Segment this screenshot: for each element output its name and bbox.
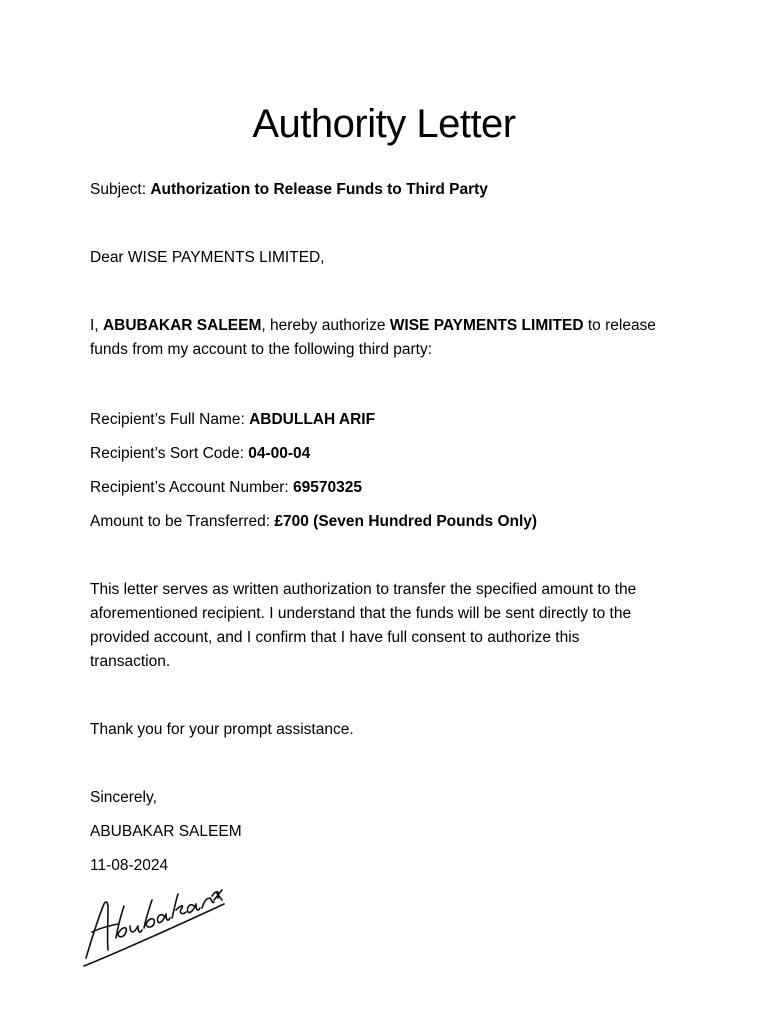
handwritten-signature: [78, 868, 238, 978]
authorizer-name: ABUBAKAR SALEEM: [102, 317, 262, 334]
subject-label: Subject:: [90, 181, 147, 198]
sort-code-value: 04-00-04: [248, 445, 311, 462]
account-number-row: [90, 476, 362, 500]
intro-part-3: to release: [587, 317, 656, 334]
body-line-1: This letter serves as written authorization to transfer the specified amount to the: [90, 581, 637, 598]
intro-part-2: , hereby authorize: [261, 317, 386, 334]
letter-title: Authority Letter: [252, 102, 516, 146]
subject-line: [90, 178, 488, 202]
intro-part-1: I,: [90, 317, 99, 334]
sort-code-label: Recipient’s Sort Code:: [90, 445, 244, 462]
sort-code-row: [90, 442, 310, 466]
salutation: Dear WISE PAYMENTS LIMITED,: [90, 249, 325, 266]
thanks-line: Thank you for your prompt assistance.: [90, 721, 354, 738]
recipient-name-value: ABDULLAH ARIF: [249, 411, 376, 428]
intro-line-2: funds from my account to the following third party:: [90, 341, 433, 358]
account-number-value: 69570325: [293, 479, 363, 496]
signer-name: ABUBAKAR SALEEM: [90, 823, 242, 840]
recipient-name-row: [90, 408, 375, 432]
body-line-4: transaction.: [90, 653, 171, 670]
amount-row: [90, 510, 537, 534]
closing: Sincerely,: [90, 789, 157, 806]
amount-label: Amount to be Transferred:: [90, 513, 271, 530]
signature-date: 11-08-2024: [90, 857, 169, 874]
recipient-name-label: Recipient’s Full Name:: [90, 411, 245, 428]
body-line-2: aforementioned recipient. I understand that the funds will be sent directly to the: [90, 605, 632, 622]
account-number-label: Recipient’s Account Number:: [90, 479, 289, 496]
amount-value: £700 (Seven Hundred Pounds Only): [274, 513, 538, 530]
subject-text: Authorization to Release Funds to Third Party: [150, 181, 488, 198]
company-name: WISE PAYMENTS LIMITED: [389, 317, 584, 334]
intro-line-1: [90, 314, 656, 338]
body-line-3: provided account, and I confirm that I have full consent to authorize this: [90, 629, 580, 646]
